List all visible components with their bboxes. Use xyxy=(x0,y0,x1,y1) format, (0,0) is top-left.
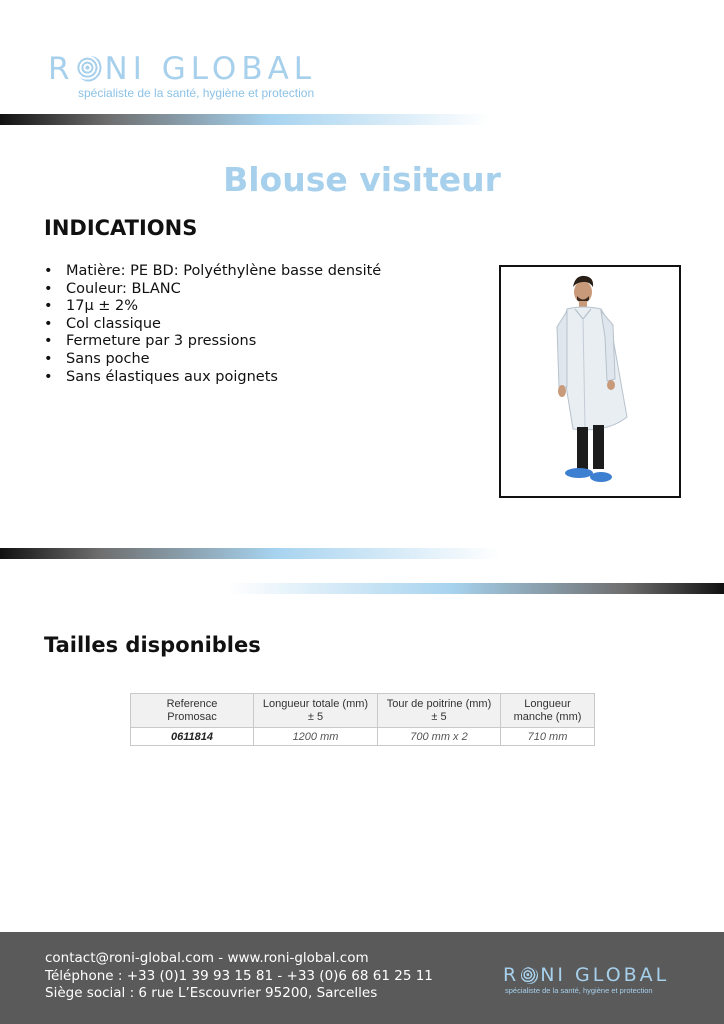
logo-letter: R xyxy=(48,51,75,87)
fingerprint-icon xyxy=(77,56,103,82)
column-header-sleeve xyxy=(501,694,595,728)
logo-wordmark xyxy=(48,52,316,86)
column-header-line: manche (mm) xyxy=(513,710,582,723)
logo-tagline: spécialiste de la santé, hygiène et protection xyxy=(78,86,315,100)
logo-text: NI GLOBAL xyxy=(104,51,317,87)
cell-chest: 700 mm x 2 xyxy=(378,728,501,746)
column-header-line: Tour de poitrine (mm) xyxy=(386,697,492,710)
column-header-line: ± 5 xyxy=(307,710,324,723)
footer-phone: Téléphone : +33 (0)1 39 93 15 81 - +33 (0)6 68 61 25 11 xyxy=(45,967,433,984)
list-item: • Fermeture par 3 pressions xyxy=(44,333,381,351)
column-header-length xyxy=(254,694,378,728)
list-item: • Sans poche xyxy=(44,351,381,369)
column-header-chest xyxy=(378,694,501,728)
indications-list xyxy=(44,263,381,386)
section-divider-right xyxy=(228,583,724,594)
fingerprint-icon xyxy=(521,967,538,984)
page-title: Blouse visiteur xyxy=(223,160,501,199)
indications-heading: INDICATIONS xyxy=(44,216,198,240)
table-row xyxy=(131,728,595,746)
footer-logo-wordmark xyxy=(503,964,669,986)
cell-sleeve: 710 mm xyxy=(501,728,595,746)
footer-email-site: contact@roni-global.com - www.roni-global.com xyxy=(45,950,369,966)
footer-address: Siège social : 6 rue L’Escouvrier 95200, Sarcelles xyxy=(45,985,378,1001)
column-header-reference xyxy=(131,694,254,728)
visitor-coat-illustration xyxy=(501,267,679,496)
column-header-line: Reference xyxy=(166,697,218,710)
logo-text: NI GLOBAL xyxy=(540,964,670,986)
column-header-line: Longueur xyxy=(524,697,571,710)
list-item: • Col classique xyxy=(44,316,381,334)
column-header-line: Longueur totale (mm) xyxy=(262,697,369,710)
sizes-heading: Tailles disponibles xyxy=(44,633,261,657)
logo-letter: R xyxy=(503,964,520,986)
list-item: • 17µ ± 2% xyxy=(44,298,381,316)
table-header-row xyxy=(131,694,595,728)
cell-reference: 0611814 xyxy=(131,728,254,746)
header-divider xyxy=(0,114,490,125)
column-header-line: Promosac xyxy=(167,710,217,723)
sizes-table xyxy=(130,693,595,746)
list-item: • Sans élastiques aux poignets xyxy=(44,369,381,387)
footer-logo xyxy=(503,964,669,995)
footer-contact xyxy=(45,950,433,1003)
column-header-line: ± 5 xyxy=(431,710,447,723)
header-logo xyxy=(48,52,316,100)
cell-length: 1200 mm xyxy=(254,728,378,746)
list-item: • Matière: PE BD: Polyéthylène basse densité xyxy=(44,263,381,281)
product-photo xyxy=(499,265,681,498)
footer-logo-tagline: spécialiste de la santé, hygiène et protection xyxy=(505,986,653,995)
section-divider-left xyxy=(0,548,500,559)
list-item: • Couleur: BLANC xyxy=(44,281,381,299)
